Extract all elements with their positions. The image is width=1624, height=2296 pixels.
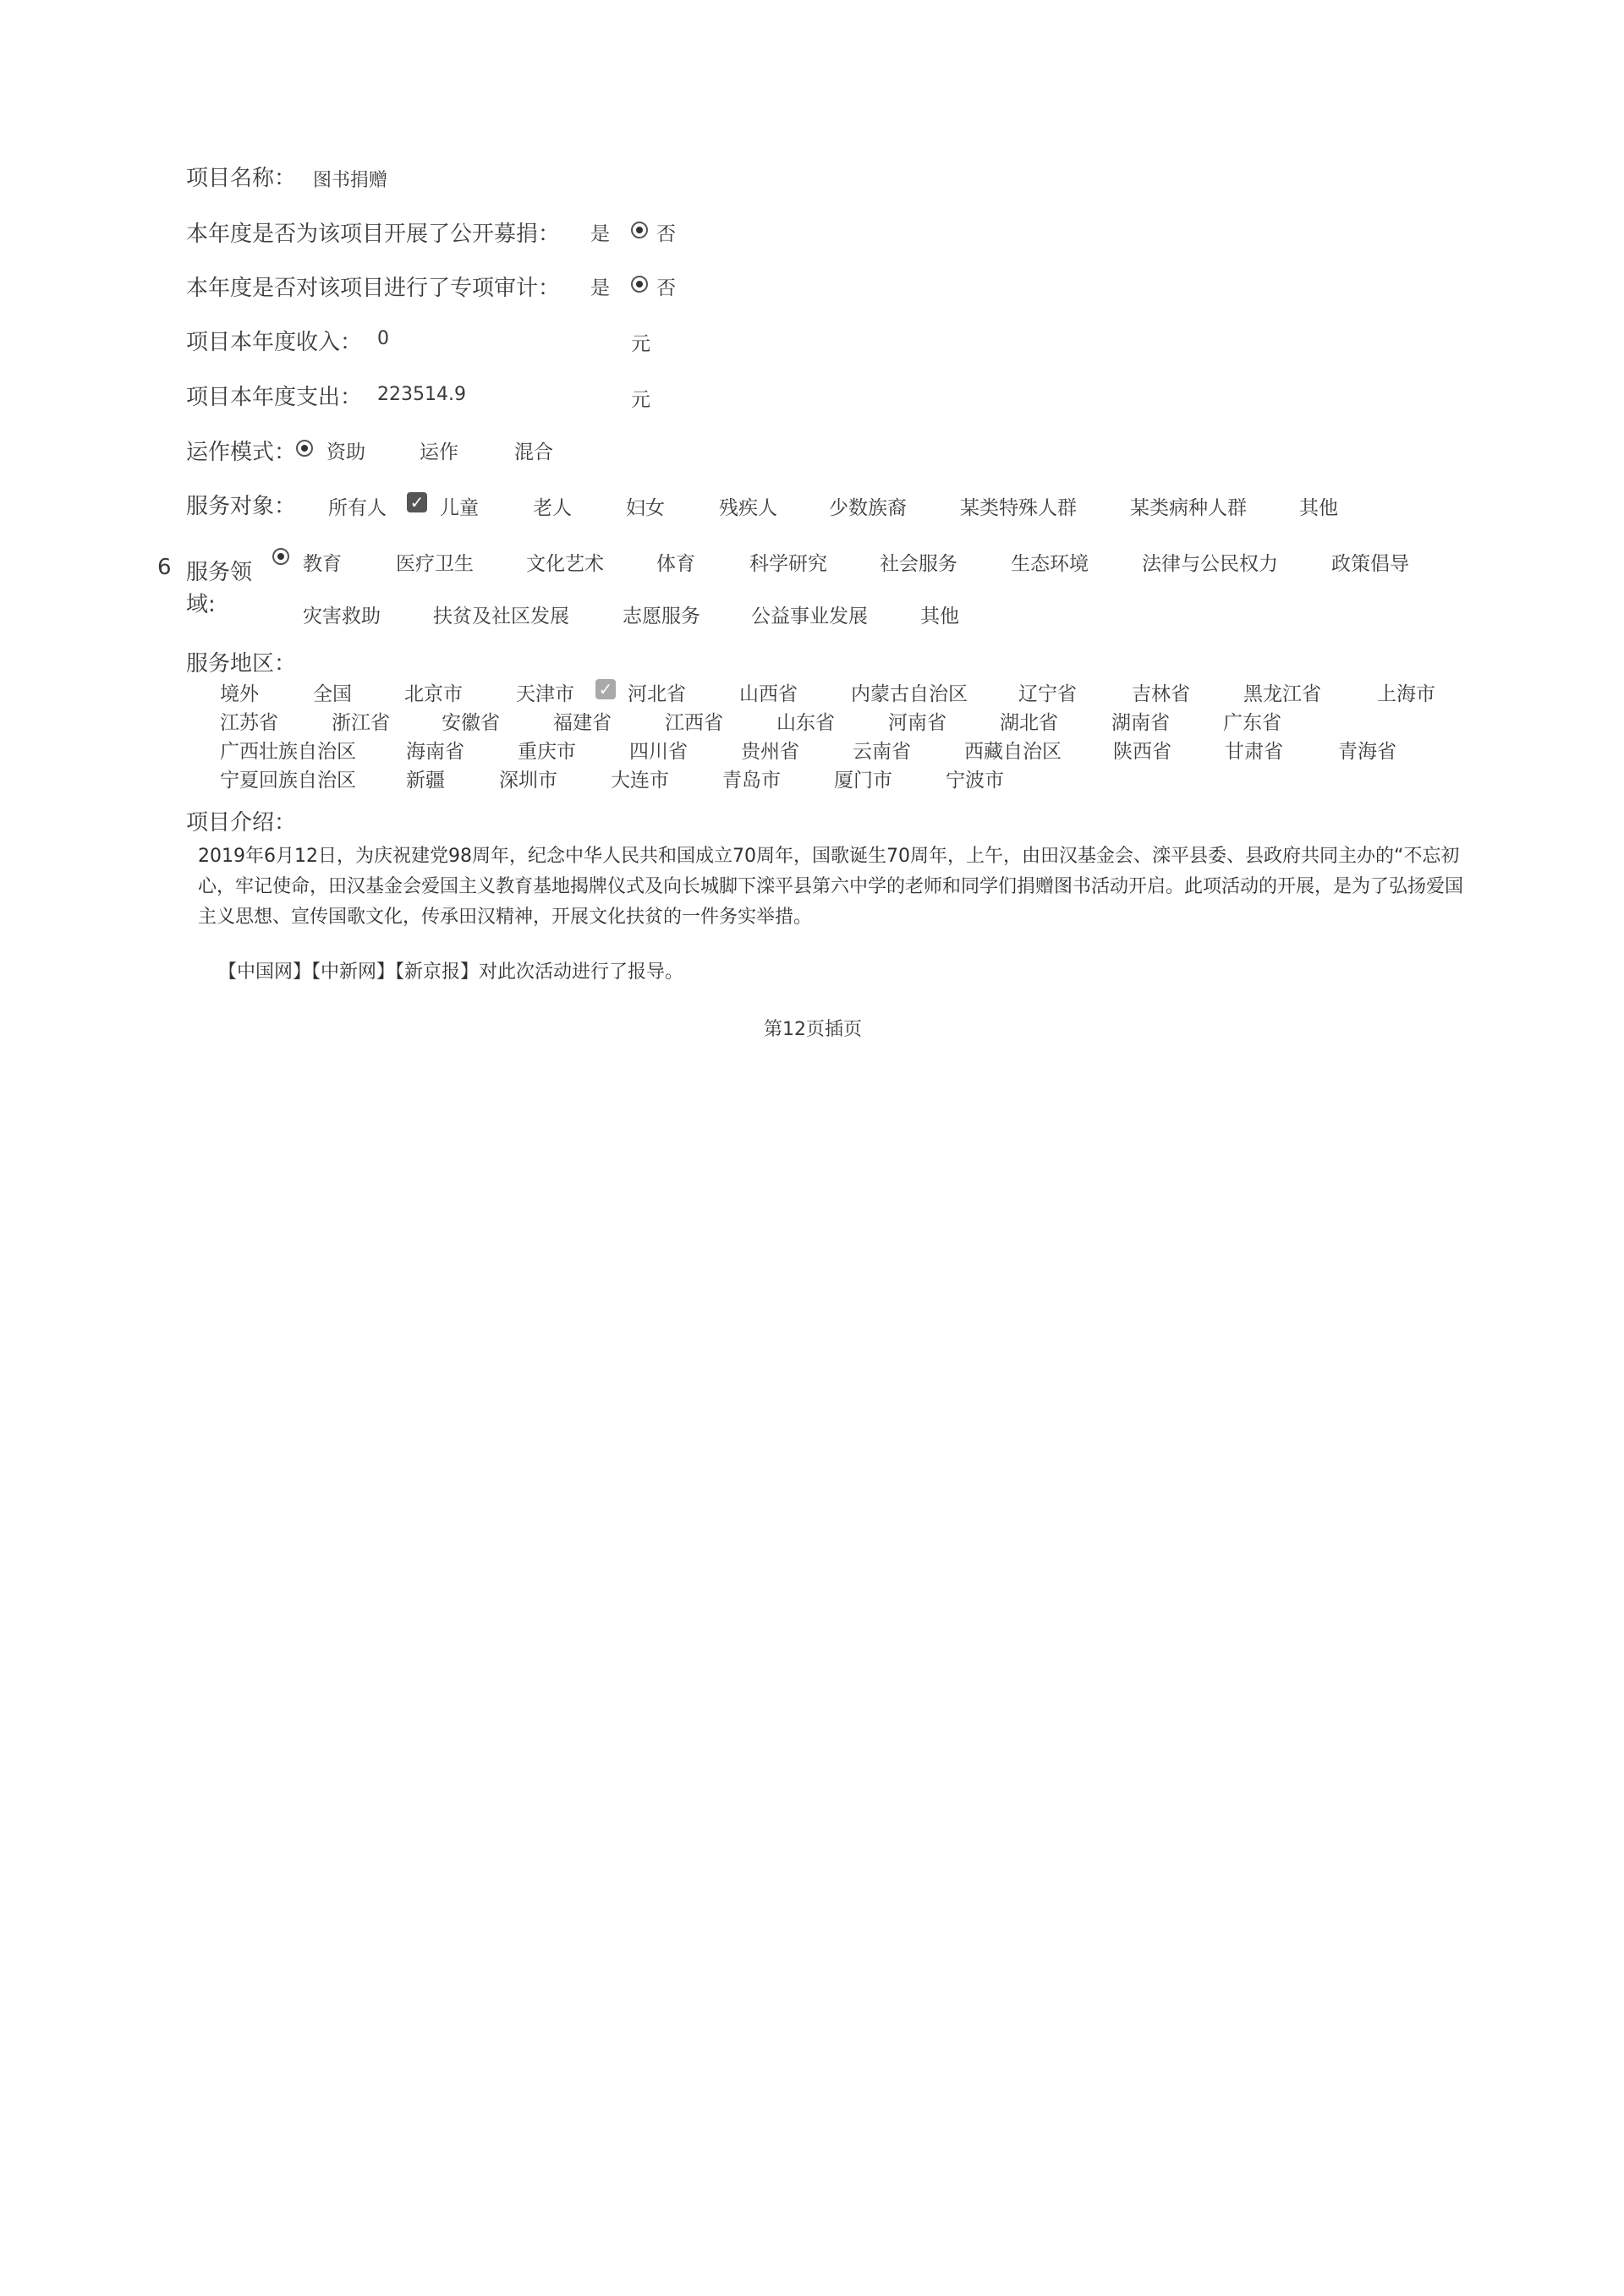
- target-option-elderly[interactable]: 老人: [533, 497, 572, 519]
- region-option[interactable]: 山东省: [776, 712, 835, 734]
- fundraise-label: 本年度是否为该项目开展了公开募捐：: [186, 222, 561, 247]
- mode-label: 运作模式：: [186, 440, 297, 465]
- region-label: 服务地区：: [186, 651, 297, 677]
- mode-option-mixed[interactable]: 混合: [514, 441, 553, 463]
- mode-funding-radio-icon[interactable]: [296, 440, 313, 457]
- region-option[interactable]: 河南省: [888, 712, 946, 734]
- target-option-disease-groups[interactable]: 某类病种人群: [1130, 497, 1247, 519]
- mode-option-funding[interactable]: 资助: [326, 441, 365, 463]
- region-option-hebei[interactable]: 河北省: [628, 683, 686, 705]
- region-option[interactable]: 上海市: [1377, 683, 1435, 705]
- expense-value[interactable]: 223514.9: [377, 384, 466, 405]
- region-option[interactable]: 湖南省: [1111, 712, 1170, 734]
- region-option[interactable]: 青海省: [1338, 741, 1396, 763]
- field-option-sports[interactable]: 体育: [656, 553, 695, 575]
- audit-label: 本年度是否对该项目进行了专项审计：: [186, 276, 561, 301]
- field-option-public-welfare[interactable]: 公益事业发展: [751, 606, 868, 627]
- region-option[interactable]: 全国: [313, 683, 352, 705]
- field-option-education[interactable]: 教育: [303, 553, 342, 575]
- region-option[interactable]: 山西省: [739, 683, 798, 705]
- region-option[interactable]: 广西壮族自治区: [220, 741, 356, 763]
- region-option[interactable]: 厦门市: [834, 770, 892, 792]
- audit-yes-option[interactable]: 是: [590, 277, 610, 299]
- audit-no-radio-icon[interactable]: [631, 276, 648, 293]
- expense-unit: 元: [631, 389, 650, 411]
- region-option[interactable]: 辽宁省: [1018, 683, 1077, 705]
- region-option[interactable]: 西藏自治区: [964, 741, 1062, 763]
- fundraise-no-option[interactable]: 否: [656, 223, 676, 245]
- region-option[interactable]: 吉林省: [1132, 683, 1190, 705]
- field-label-line1: 服务领: [186, 560, 253, 585]
- target-option-minorities[interactable]: 少数族裔: [829, 497, 907, 519]
- field-label-line2: 域:: [186, 592, 216, 617]
- fundraise-no-radio-icon[interactable]: [631, 222, 648, 238]
- project-name-value: 图书捐赠: [313, 170, 388, 191]
- intro-paragraph: 2019年6月12日，为庆祝建党98周年，纪念中华人民共和国成立70周年，国歌诞生70周年，上午，由田汉基金会、滦平县委、县政府共同主办的“不忘初心，牢记使命，田汉基金会爱国主义教育基地揭牌仪式及向长城脚下滦平县第六中学的老师和同学们捐赠图书活动开启。此项活动的开展，是为了弘扬爱国主义思想、宣传国歌文化，传承田汉精神，开展文化扶贫的一件务实举措。: [198, 846, 1464, 928]
- region-hebei-checkbox-icon[interactable]: ✓: [595, 679, 616, 699]
- page-insert-note: 第12页插页: [764, 1019, 862, 1040]
- region-option[interactable]: 新疆: [406, 770, 445, 792]
- region-option[interactable]: 北京市: [404, 683, 463, 705]
- mode-option-operation[interactable]: 运作: [420, 441, 458, 463]
- region-option[interactable]: 贵州省: [741, 741, 799, 763]
- region-option[interactable]: 黑龙江省: [1243, 683, 1321, 705]
- expense-label: 项目本年度支出：: [186, 385, 363, 410]
- field-option-policy-advocacy[interactable]: 政策倡导: [1331, 553, 1409, 575]
- project-name-label: 项目名称：: [186, 166, 297, 191]
- income-label: 项目本年度收入：: [186, 330, 363, 355]
- target-children-checkbox-icon[interactable]: ✓: [407, 492, 427, 512]
- region-option[interactable]: 江西省: [665, 712, 723, 734]
- income-unit: 元: [631, 333, 650, 355]
- field-option-law-civil-rights[interactable]: 法律与公民权力: [1142, 553, 1278, 575]
- field-option-volunteer[interactable]: 志愿服务: [623, 606, 700, 627]
- region-option[interactable]: 广东省: [1223, 712, 1281, 734]
- media-report-line: 【中国网】【中新网】【新京报】对此次活动进行了报导。: [218, 962, 684, 983]
- margin-number: 6: [157, 555, 172, 580]
- field-option-poverty-community[interactable]: 扶贫及社区发展: [433, 606, 569, 627]
- fundraise-yes-option[interactable]: 是: [590, 223, 610, 245]
- field-option-culture-art[interactable]: 文化艺术: [526, 553, 604, 575]
- region-option[interactable]: 湖北省: [1000, 712, 1058, 734]
- region-option[interactable]: 浙江省: [332, 712, 390, 734]
- region-option[interactable]: 重庆市: [518, 741, 576, 763]
- region-option[interactable]: 江苏省: [220, 712, 278, 734]
- target-option-disabled[interactable]: 残疾人: [719, 497, 777, 519]
- region-option[interactable]: 海南省: [406, 741, 464, 763]
- intro-label: 项目介绍：: [186, 810, 297, 836]
- field-option-research[interactable]: 科学研究: [749, 553, 827, 575]
- region-option[interactable]: 天津市: [516, 683, 574, 705]
- region-option[interactable]: 甘肃省: [1225, 741, 1283, 763]
- field-option-social-services[interactable]: 社会服务: [880, 553, 957, 575]
- region-option[interactable]: 境外: [220, 683, 259, 705]
- region-option[interactable]: 宁夏回族自治区: [220, 770, 356, 792]
- region-option[interactable]: 宁波市: [946, 770, 1004, 792]
- target-option-other[interactable]: 其他: [1299, 497, 1338, 519]
- income-value[interactable]: 0: [377, 328, 389, 349]
- field-option-healthcare[interactable]: 医疗卫生: [396, 553, 474, 575]
- region-option[interactable]: 深圳市: [499, 770, 557, 792]
- target-option-special-groups[interactable]: 某类特殊人群: [960, 497, 1077, 519]
- target-label: 服务对象：: [186, 494, 297, 519]
- field-education-radio-icon[interactable]: [272, 548, 289, 565]
- region-option[interactable]: 四川省: [629, 741, 688, 763]
- audit-no-option[interactable]: 否: [656, 277, 676, 299]
- region-option[interactable]: 青岛市: [722, 770, 781, 792]
- region-option[interactable]: 内蒙古自治区: [851, 683, 968, 705]
- region-option[interactable]: 安徽省: [442, 712, 500, 734]
- region-option[interactable]: 大连市: [611, 770, 669, 792]
- target-option-women[interactable]: 妇女: [626, 497, 665, 519]
- field-option-disaster-relief[interactable]: 灾害救助: [303, 606, 381, 627]
- region-option[interactable]: 陕西省: [1113, 741, 1171, 763]
- region-option[interactable]: 福建省: [553, 712, 612, 734]
- field-option-ecology[interactable]: 生态环境: [1011, 553, 1089, 575]
- target-option-everyone[interactable]: 所有人: [328, 497, 387, 519]
- field-option-other[interactable]: 其他: [920, 606, 959, 627]
- target-option-children[interactable]: 儿童: [440, 497, 479, 519]
- region-option[interactable]: 云南省: [853, 741, 911, 763]
